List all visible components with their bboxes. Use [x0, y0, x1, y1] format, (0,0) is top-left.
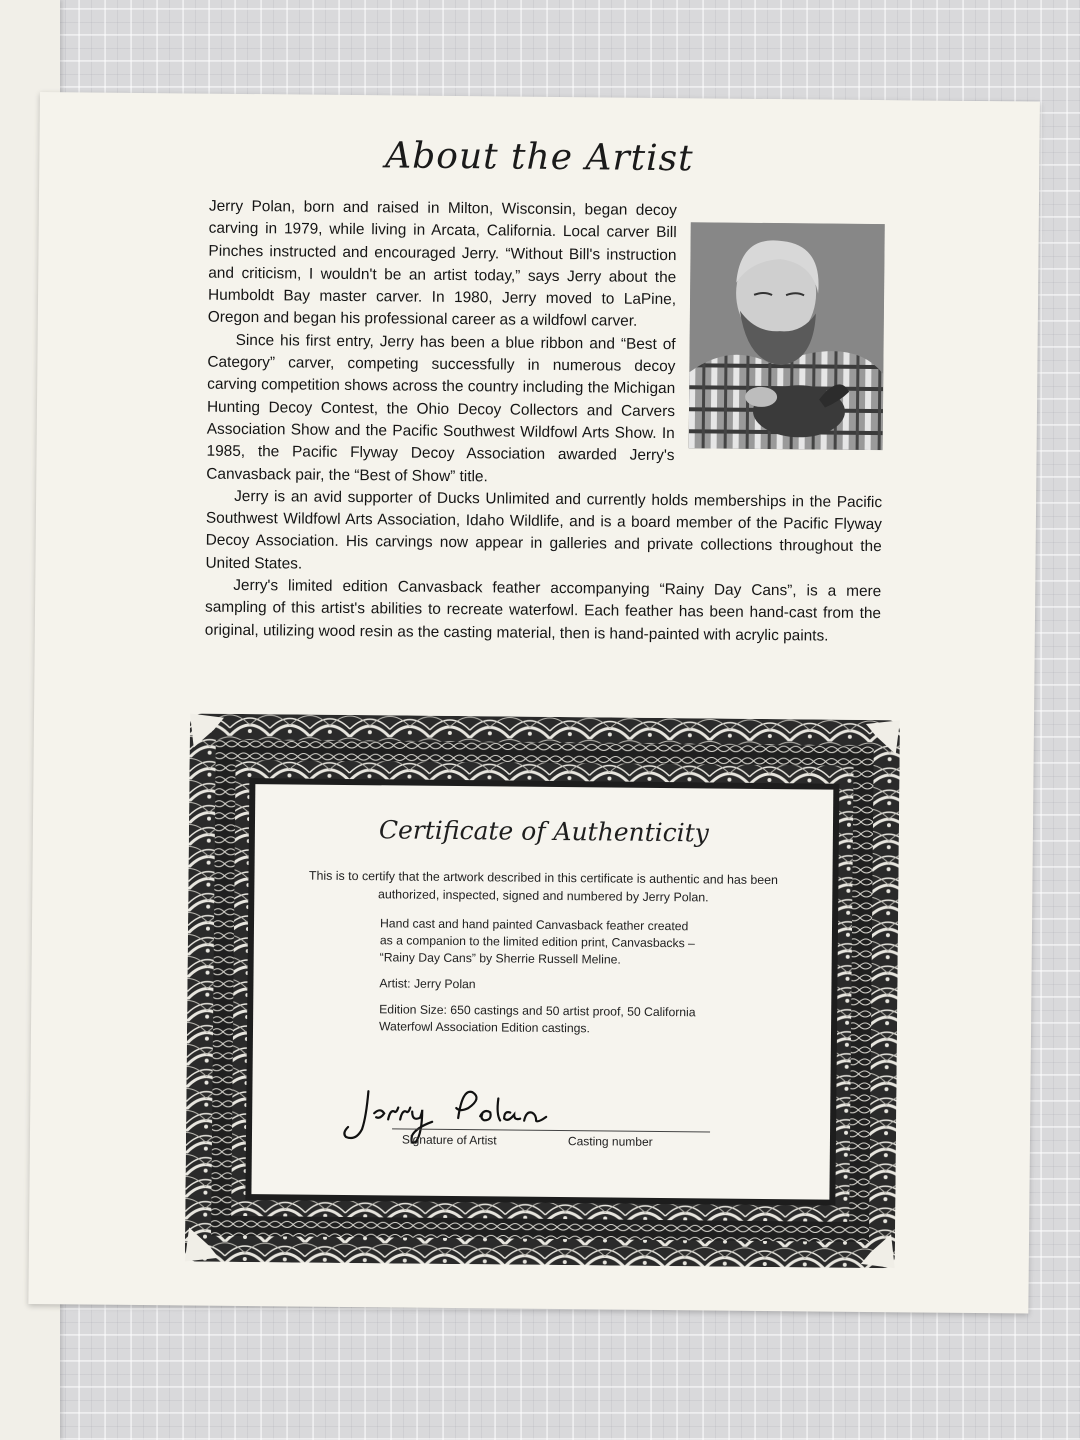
edition-description: Hand cast and hand painted Canvasback feather created as a companion to the limited edition print, Canvasbacks – “Rainy Day Cans” by Sherrie Russell Meline.: [379, 916, 695, 967]
bio-paragraph: Since his first entry, Jerry has been a blue ribbon and “Best of Category” carver, competing successfully in numerous decoy carving competition shows across the country including the Michigan Hunting Decoy Contest, the Ohio Decoy Collectors and Carvers Association Show and the Pacific Southwest Wildfowl Arts Show. In 1985, the Pacific Flyway Decoy Association awarded Jerry's Canvasback pair, the “Best of Show” title.: [206, 331, 676, 485]
about-the-artist-heading: About the Artist: [385, 135, 694, 180]
bio-paragraph: Jerry Polan, born and raised in Milton, Wisconsin, began decoy carving in 1979, while living in Arcata, California. Local carver Bill Pinches instructed and encouraged Jerry. “Without Bill's instruction and criticism, I wouldn't be an artist today,” says Jerry about the Humboldt Bay master carver. In 1980, Jerry moved to LaPine, Oregon and began his professional career as a wildfowl carver.: [207, 197, 677, 331]
signature-of-artist-label: Signature of Artist: [401, 1132, 497, 1148]
certificate-of-authenticity: [185, 713, 900, 1268]
certificate-title: Certificate of Authenticity: [378, 815, 710, 848]
artist-line: Artist: Jerry Polan: [379, 976, 476, 992]
document-sheet: [28, 92, 1040, 1314]
certificate-details: [379, 915, 700, 1047]
certificate-statement: This is to certify that the artwork described in this certificate is authentic and has been authorized, inspected, signed and numbered by Jerry Polan.: [308, 868, 779, 905]
artist-photo: [689, 222, 885, 450]
edition-size: Edition Size: 650 castings and 50 artist proof, 50 California Waterfowl Association Edition castings.: [378, 1002, 696, 1036]
certificate-body: [251, 784, 833, 1200]
casting-number-label: Casting number: [567, 1134, 653, 1149]
artist-biography: [205, 196, 885, 648]
bio-paragraph: Jerry is an avid supporter of Ducks Unlimited and currently holds memberships in the Pacific Southwest Wildfowl Arts Association, Idaho Wildlife, and is a board member of the Pacific Flyway Decoy Association. His carvings now appear in galleries and private collections throughout the United States.: [205, 487, 883, 573]
bio-paragraph: Jerry's limited edition Canvasback feather accompanying “Rainy Day Cans”, is a mere sampling of this artist's abilities to recreate waterfowl. Each feather has been hand-cast from the original, utilizing wood resin as the casting material, then is hand-painted with acrylic paints.: [204, 576, 882, 645]
